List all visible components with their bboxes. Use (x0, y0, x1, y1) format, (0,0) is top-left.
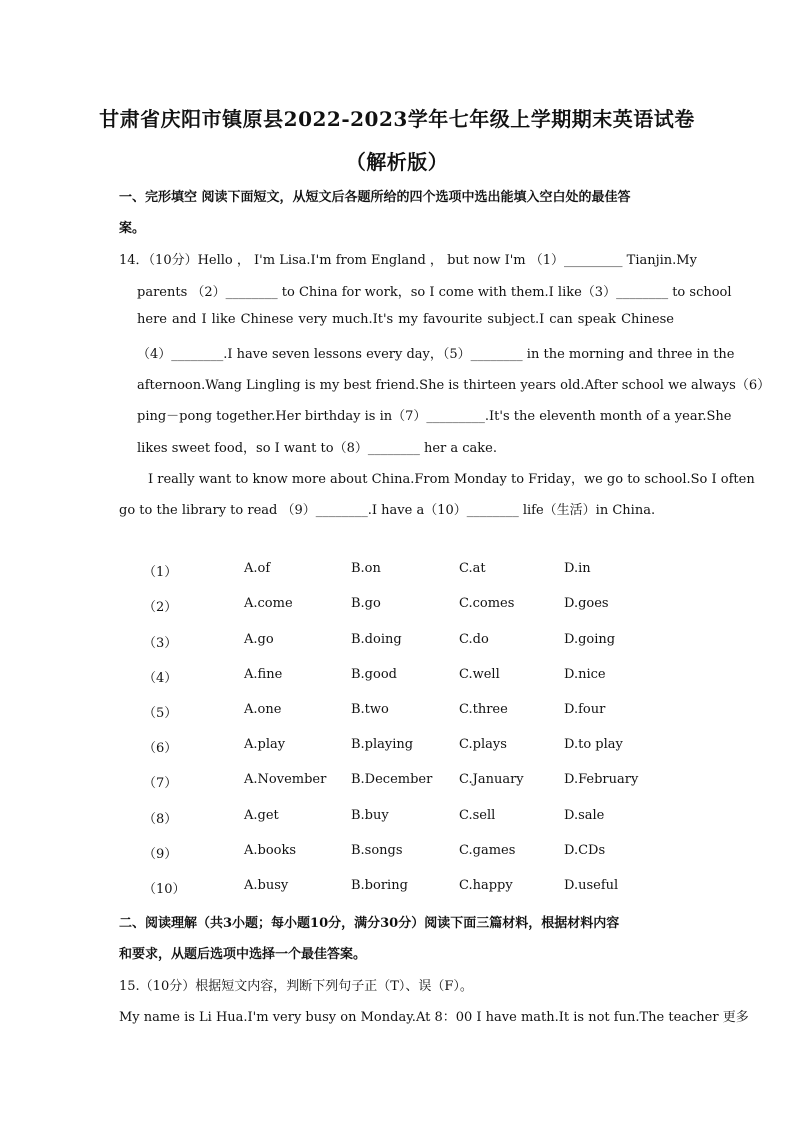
option-c: C.comes (459, 596, 515, 611)
option-c: C.at (459, 561, 486, 576)
option-number: （3） (143, 636, 178, 651)
option-c: C.three (459, 702, 508, 717)
option-a: A.go (244, 632, 274, 647)
option-b: B.good (351, 667, 397, 682)
section2-heading-cont: 和要求，从题后选项中选择一个最佳答案。 (119, 947, 367, 962)
option-number: （2） (143, 600, 178, 615)
option-number: （1） (143, 565, 178, 580)
option-d: D.in (564, 561, 591, 576)
option-number: （9） (143, 847, 178, 862)
option-row (0, 737, 794, 757)
option-c: C.January (459, 772, 524, 787)
q14-line-4: （4）________.I have seven lessons every day，（5）________ in the morning and three in the (137, 347, 735, 362)
option-a: A.one (244, 702, 282, 717)
option-b: B.buy (351, 808, 389, 823)
option-b: B.boring (351, 878, 408, 893)
option-d: D.CDs (564, 843, 606, 858)
option-c: C.plays (459, 737, 507, 752)
option-row (0, 772, 794, 792)
option-number: （4） (143, 671, 178, 686)
option-d: D.going (564, 632, 616, 647)
option-row (0, 702, 794, 722)
q14-para2-line-2: go to the library to read （9）________.I have a（10）________ life（生活）in China. (119, 503, 656, 518)
section1-heading: 一、完形填空 阅读下面短文，从短文后各题所给的四个选项中选出能填入空白处的最佳答 (119, 190, 631, 205)
section2-heading: 二、阅读理解（共3小题；每小题10分，满分30分）阅读下面三篇材料，根据材料内容 (119, 916, 620, 931)
q14-para2-line-1: I really want to know more about China.From Monday to Friday，we go to school.So I often (148, 472, 755, 487)
section1-heading-cont: 案。 (119, 221, 146, 236)
option-c: C.games (459, 843, 516, 858)
option-row (0, 561, 794, 581)
option-d: D.four (564, 702, 606, 717)
q15-instruction: 15.（10分）根据短文内容，判断下列句子正（T）、误（F）。 (119, 979, 473, 994)
option-row (0, 596, 794, 616)
option-d: D.sale (564, 808, 605, 823)
option-b: B.go (351, 596, 381, 611)
option-a: A.of (244, 561, 271, 576)
page-subtitle: （解析版） (345, 150, 449, 174)
option-b: B.songs (351, 843, 403, 858)
option-c: C.do (459, 632, 489, 647)
q14-line-7: likes sweet food，so I want to（8）________ her a cake. (137, 441, 498, 456)
option-a: A.get (244, 808, 279, 823)
option-b: B.doing (351, 632, 402, 647)
option-a: A.play (244, 737, 286, 752)
option-d: D.useful (564, 878, 619, 893)
option-b: B.playing (351, 737, 414, 752)
option-number: （5） (143, 706, 178, 721)
option-row (0, 667, 794, 687)
option-c: C.happy (459, 878, 513, 893)
option-c: C.well (459, 667, 500, 682)
option-row (0, 843, 794, 863)
option-number: （10） (143, 882, 186, 897)
option-row (0, 632, 794, 652)
option-number: （8） (143, 812, 178, 827)
option-d: D.goes (564, 596, 609, 611)
option-c: C.sell (459, 808, 496, 823)
option-d: D.to play (564, 737, 623, 752)
option-row (0, 808, 794, 828)
q14-line-3: here and I like Chinese very much.It's my favourite subject.I can speak Chinese (137, 312, 674, 327)
option-d: D.February (564, 772, 639, 787)
option-b: B.December (351, 772, 433, 787)
option-b: B.on (351, 561, 381, 576)
q14-line-1: 14．（10分）Hello ， I'm Lisa.I'm from England ， but now I'm （1）_________ Tianjin.My (119, 253, 697, 268)
q14-line-2: parents （2）________ to China for work，so I come with them.I like（3）________ to school (137, 285, 732, 300)
option-a: A.come (244, 596, 293, 611)
option-number: （7） (143, 776, 178, 791)
q14-line-6: ping－pong together.Her birthday is in（7）_________.It's the eleventh month of a year.She (137, 409, 732, 424)
option-a: A.books (244, 843, 297, 858)
page-title: 甘肃省庆阳市镇原县2022-2023学年七年级上学期期末英语试卷 (99, 107, 695, 131)
option-d: D.nice (564, 667, 606, 682)
option-b: B.two (351, 702, 389, 717)
option-a: A.November (244, 772, 327, 787)
option-row (0, 878, 794, 898)
q14-line-5: afternoon.Wang Lingling is my best friend.She is thirteen years old.After school we always（6） (137, 378, 771, 393)
q15-text-line-1: My name is Li Hua.I'm very busy on Monday.At 8：00 I have math.It is not fun.The teacher 更多 (119, 1010, 749, 1025)
option-number: （6） (143, 741, 178, 756)
option-a: A.busy (244, 878, 289, 893)
option-a: A.fine (244, 667, 283, 682)
